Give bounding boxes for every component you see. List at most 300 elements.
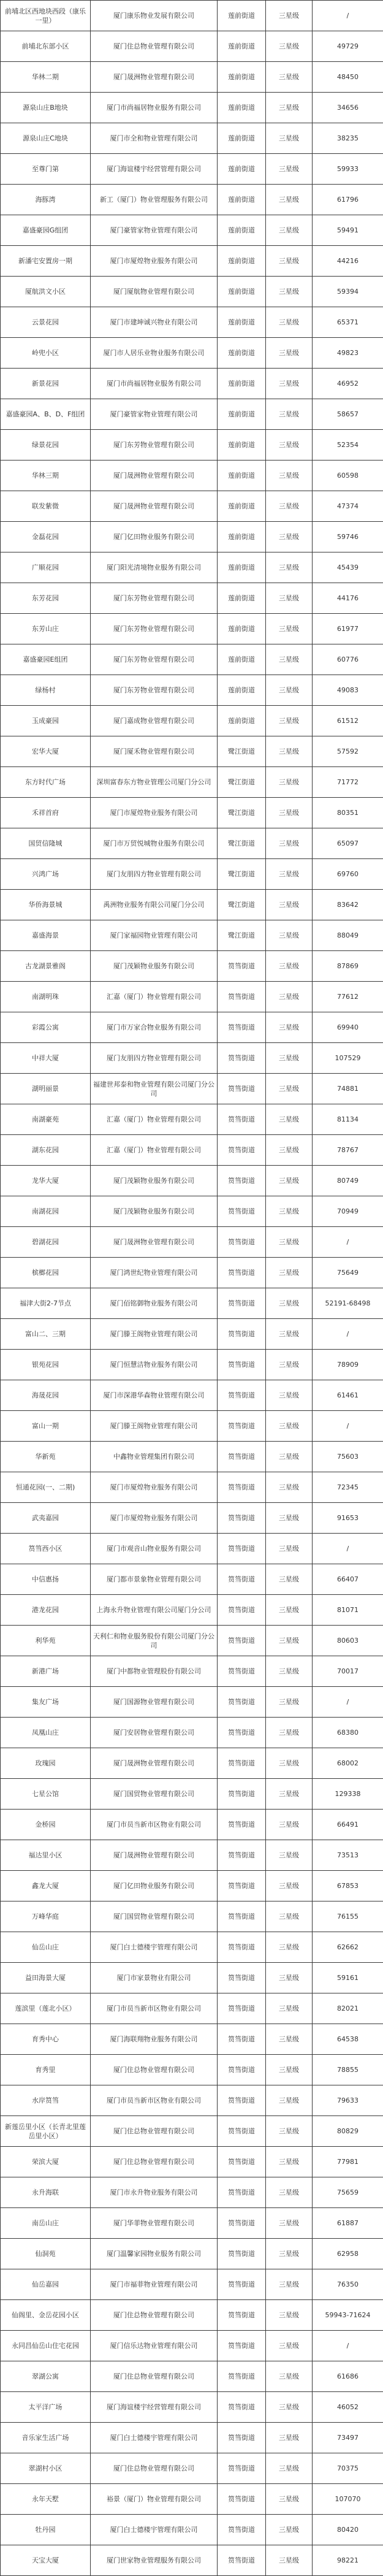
street-cell: 筼筜街道 bbox=[218, 1718, 266, 1748]
star-rating-cell: 三星级 bbox=[266, 1442, 313, 1472]
community-name-cell: 彩霞公寓 bbox=[1, 1012, 91, 1043]
community-name-cell: 凤凰山庄 bbox=[1, 1718, 91, 1748]
community-name-cell: 南湖花园 bbox=[1, 1196, 91, 1227]
street-cell: 筼筜街道 bbox=[218, 2208, 266, 2239]
star-rating-cell: 三星级 bbox=[266, 2484, 313, 2515]
star-rating-cell: 三星级 bbox=[266, 1074, 313, 1104]
street-cell: 筼筜街道 bbox=[218, 2055, 266, 2085]
value-cell: 49083 bbox=[313, 675, 383, 706]
street-cell: 筼筜街道 bbox=[218, 2453, 266, 2484]
table-row bbox=[1, 430, 383, 461]
table-row bbox=[1, 1380, 383, 1411]
star-rating-cell: 三星级 bbox=[266, 951, 313, 982]
value-cell: 70949 bbox=[313, 1196, 383, 1227]
value-cell: 49729 bbox=[313, 31, 383, 62]
property-company-cell: 厦门安居物业管理有限公司 bbox=[91, 1718, 218, 1748]
property-company-cell: 厦门海谊楼宇经营管理有限公司 bbox=[91, 154, 218, 185]
table-row bbox=[1, 1043, 383, 1074]
street-cell: 筼筜街道 bbox=[218, 1288, 266, 1319]
community-name-cell: 育秀里 bbox=[1, 2055, 91, 2085]
table-row bbox=[1, 93, 383, 123]
community-name-cell: 国贸信隆城 bbox=[1, 828, 91, 859]
star-rating-cell: 三星级 bbox=[266, 1963, 313, 1993]
value-cell: 47374 bbox=[313, 491, 383, 522]
value-cell: 80351 bbox=[313, 798, 383, 828]
community-name-cell: 嘉盛豪园E组团 bbox=[1, 644, 91, 675]
star-rating-cell: 三星级 bbox=[266, 123, 313, 154]
property-company-cell: 厦门市厦煌物业服务有限公司 bbox=[91, 246, 218, 277]
street-cell: 筼筜街道 bbox=[218, 2484, 266, 2515]
street-cell: 筼筜街道 bbox=[218, 1656, 266, 1687]
star-rating-cell: 三星级 bbox=[266, 1871, 313, 1901]
street-cell: 筼筜街道 bbox=[218, 2116, 266, 2147]
community-name-cell: 新景花园 bbox=[1, 369, 91, 399]
table-row bbox=[1, 1472, 383, 1503]
star-rating-cell: 三星级 bbox=[266, 1718, 313, 1748]
community-name-cell: 永同昌仙岳山住宅花园 bbox=[1, 2331, 91, 2361]
table-row bbox=[1, 736, 383, 767]
property-company-cell: 厦门白士德楼宇管理有限公司 bbox=[91, 1932, 218, 1963]
value-cell: 61461 bbox=[313, 1380, 383, 1411]
community-name-cell: 新莲岳里小区（长青北里莲岳里小区） bbox=[1, 2116, 91, 2147]
property-company-cell: 禹洲物业服务有限公司厦门分公司 bbox=[91, 890, 218, 920]
table-row bbox=[1, 1840, 383, 1871]
property-company-cell: 厦门住总物业管理有限公司 bbox=[91, 2147, 218, 2177]
value-cell: 78909 bbox=[313, 1350, 383, 1380]
property-company-cell: 厦门恒慧洁物业服务有限公司 bbox=[91, 1350, 218, 1380]
star-rating-cell: 三星级 bbox=[266, 277, 313, 307]
value-cell: 59394 bbox=[313, 277, 383, 307]
table-row bbox=[1, 2208, 383, 2239]
property-company-cell: 厦门亿田物业服务有限公司 bbox=[91, 522, 218, 552]
street-cell: 莲前街道 bbox=[218, 215, 266, 246]
value-cell: 44176 bbox=[313, 583, 383, 614]
property-company-cell: 厦门市观音山物业服务有限公司 bbox=[91, 1534, 218, 1564]
street-cell: 莲前街道 bbox=[218, 614, 266, 644]
value-cell: 78767 bbox=[313, 1135, 383, 1166]
community-name-cell: 鑫龙大厦 bbox=[1, 1871, 91, 1901]
community-name-cell: 福达里小区 bbox=[1, 1840, 91, 1871]
street-cell: 筼筜街道 bbox=[218, 1963, 266, 1993]
value-cell: 78855 bbox=[313, 2055, 383, 2085]
table-row bbox=[1, 1196, 383, 1227]
value-cell: 82021 bbox=[313, 1993, 383, 2024]
community-name-cell: 仙阁里、金岳花园小区 bbox=[1, 2300, 91, 2331]
value-cell: 52191-68498 bbox=[313, 1288, 383, 1319]
star-rating-cell: 三星级 bbox=[266, 215, 313, 246]
value-cell: 60776 bbox=[313, 644, 383, 675]
street-cell: 莲前街道 bbox=[218, 522, 266, 552]
property-company-cell: 厦门市全和物业管理有限公司 bbox=[91, 123, 218, 154]
community-name-cell: 厦航洪文小区 bbox=[1, 277, 91, 307]
community-name-cell: 集友广场 bbox=[1, 1687, 91, 1718]
star-rating-cell: 三星级 bbox=[266, 1840, 313, 1871]
star-rating-cell: 三星级 bbox=[266, 1810, 313, 1840]
property-company-cell: 厦门住总物业管理有限公司 bbox=[91, 2300, 218, 2331]
property-company-cell: 厦门厦禾物业管理有限公司 bbox=[91, 736, 218, 767]
property-company-cell: 中鑫物业管理集团有限公司 bbox=[91, 1442, 218, 1472]
table-row bbox=[1, 185, 383, 215]
community-name-cell: 广顺花园 bbox=[1, 552, 91, 583]
property-company-cell: 厦门国贸物业管理有限公司 bbox=[91, 1901, 218, 1932]
community-name-cell: 富山二、三期 bbox=[1, 1319, 91, 1350]
table-row bbox=[1, 123, 383, 154]
value-cell: / bbox=[313, 1687, 383, 1718]
street-cell: 筼筜街道 bbox=[218, 1871, 266, 1901]
street-cell: 莲前街道 bbox=[218, 185, 266, 215]
property-company-cell: 厦门东芳物业管理有限公司 bbox=[91, 430, 218, 461]
value-cell: / bbox=[313, 1411, 383, 1442]
star-rating-cell: 三星级 bbox=[266, 1748, 313, 1779]
community-name-cell: 云景花园 bbox=[1, 307, 91, 338]
value-cell: 80829 bbox=[313, 2116, 383, 2147]
property-company-cell: 汇嘉（厦门）物业管理有限公司 bbox=[91, 982, 218, 1012]
star-rating-cell: 三星级 bbox=[266, 1227, 313, 1258]
table-row bbox=[1, 920, 383, 951]
community-name-cell: 新潘宅安置房一期 bbox=[1, 246, 91, 277]
street-cell: 筼筜街道 bbox=[218, 1074, 266, 1104]
community-name-cell: 太平洋广场 bbox=[1, 2392, 91, 2423]
value-cell: 73497 bbox=[313, 2423, 383, 2453]
community-name-cell: 恒通花园(一、二期) bbox=[1, 1472, 91, 1503]
property-company-cell: 厦门信乐达物业管理有限公司 bbox=[91, 2331, 218, 2361]
value-cell: 75603 bbox=[313, 1442, 383, 1472]
table-row bbox=[1, 1135, 383, 1166]
table-row bbox=[1, 2392, 383, 2423]
street-cell: 莲前街道 bbox=[218, 338, 266, 369]
table-row bbox=[1, 1810, 383, 1840]
community-name-cell: 牡丹园 bbox=[1, 2515, 91, 2545]
street-cell: 莲前街道 bbox=[218, 491, 266, 522]
star-rating-cell: 三星级 bbox=[266, 706, 313, 736]
star-rating-cell: 三星级 bbox=[266, 399, 313, 430]
table-row bbox=[1, 1350, 383, 1380]
table-body bbox=[1, 1, 383, 2576]
table-row bbox=[1, 1718, 383, 1748]
community-name-cell: 古龙湖景雅阁 bbox=[1, 951, 91, 982]
property-company-cell: 厦门茂颖物业服务有限公司 bbox=[91, 1166, 218, 1196]
street-cell: 筼筜街道 bbox=[218, 1166, 266, 1196]
star-rating-cell: 三星级 bbox=[266, 185, 313, 215]
property-company-cell: 厦门市万家合物业服务有限公司 bbox=[91, 1012, 218, 1043]
table-row bbox=[1, 2177, 383, 2208]
community-name-cell: 湖明丽景 bbox=[1, 1074, 91, 1104]
table-row bbox=[1, 1564, 383, 1595]
street-cell: 莲前街道 bbox=[218, 307, 266, 338]
property-company-cell: 厦门茂颖物业服务有限公司 bbox=[91, 951, 218, 982]
community-name-cell: 嘉盛海景 bbox=[1, 920, 91, 951]
star-rating-cell: 三星级 bbox=[266, 2331, 313, 2361]
community-name-cell: 碧湖花园 bbox=[1, 1227, 91, 1258]
property-company-cell: 厦门住总物业管理有限公司 bbox=[91, 2116, 218, 2147]
community-name-cell: 中信惠扬 bbox=[1, 1564, 91, 1595]
value-cell: 68380 bbox=[313, 1718, 383, 1748]
community-name-cell: 育秀中心 bbox=[1, 2024, 91, 2055]
star-rating-cell: 三星级 bbox=[266, 1196, 313, 1227]
property-company-cell: 厦门亿田物业服务有限公司 bbox=[91, 1871, 218, 1901]
property-company-cell: 厦门海联翔物业服务有限公司 bbox=[91, 2024, 218, 2055]
value-cell: 87869 bbox=[313, 951, 383, 982]
property-company-cell: 厦门市厦煌物业服务有限公司 bbox=[91, 1503, 218, 1534]
community-name-cell: 华新苑 bbox=[1, 1442, 91, 1472]
star-rating-cell: 三星级 bbox=[266, 2392, 313, 2423]
street-cell: 筼筜街道 bbox=[218, 2545, 266, 2576]
value-cell: 81134 bbox=[313, 1104, 383, 1135]
table-row bbox=[1, 2331, 383, 2361]
table-row bbox=[1, 1963, 383, 1993]
property-company-cell: 厦门晟洲物业管理有限公司 bbox=[91, 491, 218, 522]
table-row bbox=[1, 552, 383, 583]
value-cell: / bbox=[313, 1319, 383, 1350]
property-company-cell: 厦门嘉成物业管理有限公司 bbox=[91, 706, 218, 736]
table-row bbox=[1, 1104, 383, 1135]
property-company-cell: 厦门白士德楼宇管理有限公司 bbox=[91, 2515, 218, 2545]
star-rating-cell: 三星级 bbox=[266, 1380, 313, 1411]
table-row bbox=[1, 1227, 383, 1258]
star-rating-cell: 三星级 bbox=[266, 2515, 313, 2545]
value-cell: 46952 bbox=[313, 369, 383, 399]
street-cell: 筼筜街道 bbox=[218, 1012, 266, 1043]
value-cell: 59491 bbox=[313, 215, 383, 246]
value-cell: 107070 bbox=[313, 2484, 383, 2515]
street-cell: 筼筜街道 bbox=[218, 1810, 266, 1840]
value-cell: 49823 bbox=[313, 338, 383, 369]
star-rating-cell: 三星级 bbox=[266, 154, 313, 185]
value-cell: 70017 bbox=[313, 1656, 383, 1687]
community-name-cell: 前埔北区西地块西段（康乐一里） bbox=[1, 1, 91, 31]
property-company-cell: 厦门东芳物业管理有限公司 bbox=[91, 644, 218, 675]
value-cell: 57592 bbox=[313, 736, 383, 767]
street-cell: 莲前街道 bbox=[218, 430, 266, 461]
street-cell: 莲前街道 bbox=[218, 706, 266, 736]
community-name-cell: 仙洞苑 bbox=[1, 2239, 91, 2269]
star-rating-cell: 三星级 bbox=[266, 798, 313, 828]
community-name-cell: 湖东花园 bbox=[1, 1135, 91, 1166]
table-row bbox=[1, 2361, 383, 2392]
property-company-cell: 厦门海谊楼宇经营管理有限公司 bbox=[91, 2392, 218, 2423]
star-rating-cell: 三星级 bbox=[266, 1993, 313, 2024]
street-cell: 筼筜街道 bbox=[218, 1840, 266, 1871]
property-company-cell: 厦门佰铭御物业服务有限公司 bbox=[91, 1288, 218, 1319]
street-cell: 筼筜街道 bbox=[218, 1595, 266, 1626]
star-rating-cell: 三星级 bbox=[266, 1, 313, 31]
property-company-cell: 厦门住总物业管理有限公司 bbox=[91, 2055, 218, 2085]
community-name-cell: 绿景花园 bbox=[1, 430, 91, 461]
star-rating-cell: 三星级 bbox=[266, 1779, 313, 1810]
star-rating-cell: 三星级 bbox=[266, 1503, 313, 1534]
property-company-cell: 厦门市深港华森物业管理有限公司 bbox=[91, 1380, 218, 1411]
table-row bbox=[1, 644, 383, 675]
community-name-cell: 东芳花园 bbox=[1, 583, 91, 614]
property-company-cell: 厦门都市景象物业管理有限公司 bbox=[91, 1564, 218, 1595]
street-cell: 鹭江街道 bbox=[218, 828, 266, 859]
property-company-cell: 厦门市永升物业服务有限公司 bbox=[91, 2177, 218, 2208]
property-company-cell: 厦门世家物业管理服务有限公司 bbox=[91, 2545, 218, 2576]
table-row bbox=[1, 1074, 383, 1104]
value-cell: 46052 bbox=[313, 2392, 383, 2423]
street-cell: 筼筜街道 bbox=[218, 2361, 266, 2392]
community-name-cell: 宏华大厦 bbox=[1, 736, 91, 767]
star-rating-cell: 三星级 bbox=[266, 1258, 313, 1288]
value-cell: 107529 bbox=[313, 1043, 383, 1074]
street-cell: 筼筜街道 bbox=[218, 982, 266, 1012]
community-name-cell: 华侨海景城 bbox=[1, 890, 91, 920]
star-rating-cell: 三星级 bbox=[266, 1626, 313, 1656]
community-name-cell: 玫瑰园 bbox=[1, 1748, 91, 1779]
community-name-cell: 利华苑 bbox=[1, 1626, 91, 1656]
community-name-cell: 源泉山庄C地块 bbox=[1, 123, 91, 154]
star-rating-cell: 三星级 bbox=[266, 552, 313, 583]
property-company-cell: 厦门东芳物业管理有限公司 bbox=[91, 675, 218, 706]
table-row bbox=[1, 2484, 383, 2515]
street-cell: 筼筜街道 bbox=[218, 1227, 266, 1258]
community-name-cell: 福津大街2-7节点 bbox=[1, 1288, 91, 1319]
community-name-cell: 槟榔花园 bbox=[1, 1258, 91, 1288]
community-name-cell: 港龙花园 bbox=[1, 1595, 91, 1626]
community-name-cell: 兴鸿广场 bbox=[1, 859, 91, 890]
star-rating-cell: 三星级 bbox=[266, 2545, 313, 2576]
star-rating-cell: 三星级 bbox=[266, 828, 313, 859]
community-name-cell: 金桥园 bbox=[1, 1810, 91, 1840]
property-company-cell: 汇嘉（厦门）物业管理有限公司 bbox=[91, 1135, 218, 1166]
street-cell: 鹭江街道 bbox=[218, 798, 266, 828]
property-company-cell: 深圳富春东方物业管理公司厦门分公司 bbox=[91, 767, 218, 798]
value-cell: 70375 bbox=[313, 2453, 383, 2484]
star-rating-cell: 三星级 bbox=[266, 1687, 313, 1718]
table-row bbox=[1, 614, 383, 644]
property-company-cell: 新工（厦门）物业管理服务有限公司 bbox=[91, 185, 218, 215]
value-cell: 76155 bbox=[313, 1901, 383, 1932]
table-row bbox=[1, 2269, 383, 2300]
star-rating-cell: 三星级 bbox=[266, 890, 313, 920]
street-cell: 筼筜街道 bbox=[218, 2085, 266, 2116]
community-name-cell: 万峰华庭 bbox=[1, 1901, 91, 1932]
table-row bbox=[1, 1166, 383, 1196]
property-company-cell: 厦门家福园物业管理有限公司 bbox=[91, 920, 218, 951]
community-name-cell: 联发紫微 bbox=[1, 491, 91, 522]
value-cell: 45439 bbox=[313, 552, 383, 583]
table-row bbox=[1, 982, 383, 1012]
star-rating-cell: 三星级 bbox=[266, 1901, 313, 1932]
property-company-cell: 裕景（厦门）物业管理有限公司 bbox=[91, 2484, 218, 2515]
community-name-cell: 新港广场 bbox=[1, 1656, 91, 1687]
table-row bbox=[1, 1288, 383, 1319]
star-rating-cell: 三星级 bbox=[266, 1932, 313, 1963]
street-cell: 筼筜街道 bbox=[218, 2423, 266, 2453]
value-cell: 61512 bbox=[313, 706, 383, 736]
value-cell: / bbox=[313, 1534, 383, 1564]
property-company-cell: 厦门市福菲物业管理有限公司 bbox=[91, 2269, 218, 2300]
community-name-cell: 至尊门第 bbox=[1, 154, 91, 185]
table-row bbox=[1, 1656, 383, 1687]
star-rating-cell: 三星级 bbox=[266, 2361, 313, 2392]
value-cell: 80603 bbox=[313, 1626, 383, 1656]
community-name-cell: 荣滨大厦 bbox=[1, 2147, 91, 2177]
star-rating-cell: 三星级 bbox=[266, 736, 313, 767]
street-cell: 筼筜街道 bbox=[218, 1993, 266, 2024]
value-cell: 61887 bbox=[313, 2208, 383, 2239]
value-cell: / bbox=[313, 1, 383, 31]
table-row bbox=[1, 2116, 383, 2147]
value-cell: 38235 bbox=[313, 123, 383, 154]
table-row bbox=[1, 1534, 383, 1564]
star-rating-cell: 三星级 bbox=[266, 2300, 313, 2331]
property-company-cell: 厦门豪管家物业管理有限公司 bbox=[91, 215, 218, 246]
property-company-cell: 厦门国源物业管理有限公司 bbox=[91, 1687, 218, 1718]
community-name-cell: 南湖明珠 bbox=[1, 982, 91, 1012]
value-cell: 59746 bbox=[313, 522, 383, 552]
table-row bbox=[1, 767, 383, 798]
property-company-cell: 厦门市员当新市区物业有限公司 bbox=[91, 1993, 218, 2024]
community-name-cell: 永年天墅 bbox=[1, 2484, 91, 2515]
value-cell: 88049 bbox=[313, 920, 383, 951]
table-row bbox=[1, 1901, 383, 1932]
table-row bbox=[1, 1411, 383, 1442]
star-rating-cell: 三星级 bbox=[266, 644, 313, 675]
table-row bbox=[1, 31, 383, 62]
star-rating-cell: 三星级 bbox=[266, 1104, 313, 1135]
street-cell: 筼筜街道 bbox=[218, 1196, 266, 1227]
value-cell: 64538 bbox=[313, 2024, 383, 2055]
community-name-cell: 水岸筼筜 bbox=[1, 2085, 91, 2116]
street-cell: 莲前街道 bbox=[218, 583, 266, 614]
table-row bbox=[1, 1871, 383, 1901]
star-rating-cell: 三星级 bbox=[266, 369, 313, 399]
value-cell: 68002 bbox=[313, 1748, 383, 1779]
table-row bbox=[1, 2515, 383, 2545]
community-name-cell: 益田海景大厦 bbox=[1, 1963, 91, 1993]
property-company-cell: 厦门市家景物业有限公司 bbox=[91, 1963, 218, 1993]
value-cell: 34656 bbox=[313, 93, 383, 123]
value-cell: 44216 bbox=[313, 246, 383, 277]
star-rating-cell: 三星级 bbox=[266, 491, 313, 522]
value-cell: 67853 bbox=[313, 1871, 383, 1901]
star-rating-cell: 三星级 bbox=[266, 2269, 313, 2300]
star-rating-cell: 三星级 bbox=[266, 614, 313, 644]
community-name-cell: 嘉盛豪园A、B、D、F组团 bbox=[1, 399, 91, 430]
property-company-cell: 厦门晟洲物业管理有限公司 bbox=[91, 1840, 218, 1871]
street-cell: 莲前街道 bbox=[218, 461, 266, 491]
property-company-cell: 厦门鸿世纪物业管理有限公司 bbox=[91, 1258, 218, 1288]
street-cell: 鹭江街道 bbox=[218, 859, 266, 890]
property-company-cell: 厦门白士德楼宇管理有限公司 bbox=[91, 2423, 218, 2453]
property-company-cell: 厦门友朋四方物业管理有限公司 bbox=[91, 859, 218, 890]
street-cell: 筼筜街道 bbox=[218, 2239, 266, 2269]
star-rating-cell: 三星级 bbox=[266, 767, 313, 798]
street-cell: 莲前街道 bbox=[218, 1, 266, 31]
community-name-cell: 华林三期 bbox=[1, 461, 91, 491]
street-cell: 莲前街道 bbox=[218, 644, 266, 675]
value-cell: 91653 bbox=[313, 1503, 383, 1534]
street-cell: 筼筜街道 bbox=[218, 1564, 266, 1595]
street-cell: 筼筜街道 bbox=[218, 2515, 266, 2545]
star-rating-cell: 三星级 bbox=[266, 246, 313, 277]
street-cell: 筼筜街道 bbox=[218, 1932, 266, 1963]
table-row bbox=[1, 2085, 383, 2116]
street-cell: 莲前街道 bbox=[218, 399, 266, 430]
community-name-cell: 中祥大厦 bbox=[1, 1043, 91, 1074]
value-cell: 58657 bbox=[313, 399, 383, 430]
star-rating-cell: 三星级 bbox=[266, 859, 313, 890]
value-cell: 61796 bbox=[313, 185, 383, 215]
community-name-cell: 华林二期 bbox=[1, 62, 91, 93]
table-row bbox=[1, 2300, 383, 2331]
property-company-cell: 厦门厦航物业管理有限公司 bbox=[91, 277, 218, 307]
property-company-cell: 厦门温馨家园物业服务有限公司 bbox=[91, 2239, 218, 2269]
value-cell: 80420 bbox=[313, 2515, 383, 2545]
star-rating-cell: 三星级 bbox=[266, 1319, 313, 1350]
value-cell: / bbox=[313, 1227, 383, 1258]
